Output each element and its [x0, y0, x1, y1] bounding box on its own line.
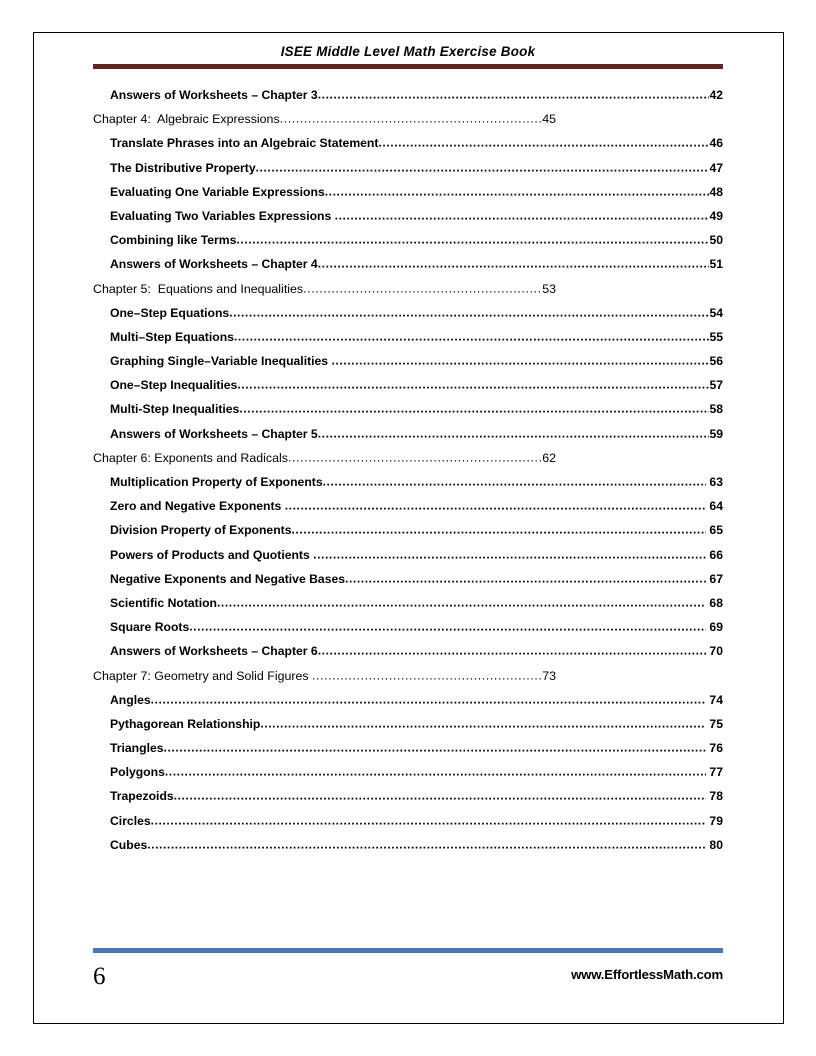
toc-dot-leader: [323, 475, 706, 489]
toc-entry-label: Square Roots: [110, 620, 190, 635]
toc-dot-leader: [288, 450, 542, 464]
toc-entry[interactable]: [93, 475, 723, 499]
toc-entry-label: Powers of Products and Quotients: [110, 547, 314, 562]
toc-dot-leader: [151, 813, 706, 827]
toc-dot-leader: [378, 136, 709, 150]
toc-entry-label: The Distributive Property: [110, 160, 256, 175]
footer-row: [93, 962, 723, 990]
toc-dot-leader: [318, 88, 710, 102]
toc-entry-page-number: 70: [706, 644, 723, 659]
toc-dot-leader: [285, 499, 706, 513]
toc-entry[interactable]: [93, 185, 723, 209]
toc-entry-page-number: 59: [709, 426, 723, 441]
table-of-contents: [93, 88, 723, 862]
toc-entry-page-number: 78: [706, 789, 723, 804]
toc-entry[interactable]: [93, 161, 723, 185]
toc-dot-leader: [147, 837, 706, 851]
toc-dot-leader: [345, 571, 706, 585]
toc-dot-leader: [331, 354, 709, 368]
toc-entry-page-number: 67: [706, 571, 723, 586]
toc-dot-leader: [318, 644, 706, 658]
toc-entry[interactable]: [93, 282, 723, 306]
toc-entry-label: Chapter 5: Equations and Inequalities: [93, 281, 304, 296]
book-title: ISEE Middle Level Math Exercise Book: [280, 44, 536, 59]
toc-entry-page-number: 68: [706, 595, 723, 610]
toc-entry-label: Zero and Negative Exponents: [110, 499, 285, 514]
toc-dot-leader: [229, 305, 709, 319]
toc-entry-label: Answers of Worksheets – Chapter 5: [110, 426, 318, 441]
toc-entry[interactable]: [93, 838, 723, 862]
toc-entry-label: Multiplication Property of Exponents: [110, 475, 323, 489]
toc-entry-label: Scientific Notation: [110, 595, 217, 610]
toc-entry-label: Chapter 4: Algebraic Expressions: [93, 112, 280, 127]
toc-entry[interactable]: [93, 427, 723, 451]
toc-entry[interactable]: [93, 354, 723, 378]
toc-dot-leader: [239, 402, 709, 416]
toc-dot-leader: [260, 716, 706, 730]
toc-entry[interactable]: [93, 789, 723, 813]
toc-entry[interactable]: [93, 233, 723, 257]
toc-dot-leader: [234, 329, 710, 343]
toc-dot-leader: [165, 765, 706, 779]
toc-entry-label: Cubes: [110, 837, 148, 852]
toc-entry-page-number: 51: [709, 257, 723, 272]
toc-entry-label: Answers of Worksheets – Chapter 6: [110, 644, 318, 659]
toc-entry[interactable]: [93, 402, 723, 426]
toc-entry-page-number: 79: [706, 813, 723, 828]
toc-entry-page-number: 42: [709, 88, 723, 102]
toc-entry[interactable]: [93, 209, 723, 233]
page-header: [93, 44, 723, 69]
toc-entry-label: Answers of Worksheets – Chapter 3: [110, 88, 318, 102]
toc-entry-page-number: 55: [709, 329, 723, 344]
header-rule: [93, 64, 723, 69]
toc-entry-page-number: 77: [706, 765, 723, 780]
toc-entry-page-number: 54: [709, 305, 723, 320]
toc-dot-leader: [325, 184, 710, 198]
toc-entry-label: Graphing Single–Variable Inequalities: [110, 354, 332, 369]
toc-entry-page-number: 66: [706, 547, 723, 562]
toc-entry-label: One–Step Inequalities: [110, 378, 238, 393]
toc-dot-leader: [236, 233, 709, 247]
toc-entry-page-number: 73: [542, 668, 556, 683]
toc-entry[interactable]: [93, 257, 723, 281]
page-footer: [93, 948, 723, 990]
toc-entry[interactable]: [93, 717, 723, 741]
toc-entry-label: Combining like Terms: [110, 233, 237, 248]
footer-page-number: 6: [93, 962, 106, 990]
toc-entry-label: Trapezoids: [110, 789, 174, 804]
toc-entry[interactable]: [93, 669, 723, 693]
toc-entry-page-number: 48: [709, 184, 723, 199]
toc-entry-label: Polygons: [110, 765, 165, 780]
toc-entry-page-number: 58: [709, 402, 723, 417]
toc-entry[interactable]: [93, 572, 723, 596]
toc-dot-leader: [335, 208, 710, 222]
toc-dot-leader: [174, 789, 706, 803]
footer-rule: [93, 948, 723, 953]
toc-entry-page-number: 53: [542, 281, 556, 296]
toc-entry-page-number: 62: [542, 450, 556, 465]
toc-dot-leader: [312, 668, 542, 682]
toc-entry[interactable]: [93, 330, 723, 354]
toc-entry-page-number: 76: [706, 741, 723, 756]
page-content: [93, 44, 723, 862]
toc-dot-leader: [318, 426, 710, 440]
toc-entry-page-number: 80: [706, 837, 723, 852]
toc-entry-label: One–Step Equations: [110, 305, 230, 320]
toc-entry[interactable]: [93, 523, 723, 547]
toc-dot-leader: [313, 547, 706, 561]
toc-entry-page-number: 56: [709, 354, 723, 369]
toc-entry-page-number: 49: [709, 208, 723, 223]
toc-entry-label: Multi-Step Inequalities: [110, 402, 240, 417]
toc-entry-label: Evaluating Two Variables Expressions: [110, 208, 335, 223]
toc-entry-page-number: 50: [709, 233, 723, 248]
toc-dot-leader: [303, 281, 542, 295]
toc-entry-page-number: 47: [709, 160, 723, 175]
toc-dot-leader: [217, 595, 706, 609]
toc-entry-label: Translate Phrases into an Algebraic Statement: [110, 136, 379, 151]
toc-entry[interactable]: [93, 306, 723, 330]
toc-entry-label: Angles: [110, 692, 151, 707]
toc-dot-leader: [256, 160, 710, 174]
toc-entry-page-number: 57: [709, 378, 723, 393]
toc-dot-leader: [151, 692, 706, 706]
toc-entry-page-number: 74: [706, 692, 723, 707]
toc-entry[interactable]: [93, 644, 723, 668]
toc-entry-page-number: 64: [706, 499, 723, 514]
toc-entry-page-number: 46: [709, 136, 723, 151]
toc-entry-label: Chapter 6: Exponents and Radicals: [93, 450, 288, 465]
toc-entry-label: Circles: [110, 813, 151, 828]
toc-entry[interactable]: [93, 548, 723, 572]
toc-entry[interactable]: [93, 451, 723, 475]
toc-entry-label: Evaluating One Variable Expressions: [110, 184, 325, 199]
toc-dot-leader: [189, 620, 706, 634]
toc-entry-page-number: 75: [706, 716, 723, 731]
toc-entry-label: Division Property of Exponents: [110, 523, 292, 538]
toc-entry[interactable]: [93, 499, 723, 523]
toc-entry[interactable]: [93, 765, 723, 789]
toc-entry[interactable]: [93, 693, 723, 717]
toc-dot-leader: [318, 257, 710, 271]
toc-entry-label: Chapter 7: Geometry and Solid Figures: [93, 668, 313, 683]
toc-entry-page-number: 65: [706, 523, 723, 538]
toc-entry-label: Pythagorean Relationship: [110, 716, 261, 731]
toc-entry[interactable]: [93, 741, 723, 765]
toc-entry[interactable]: [93, 596, 723, 620]
toc-entry-label: Triangles: [110, 741, 164, 756]
toc-entry-label: Answers of Worksheets – Chapter 4: [110, 257, 318, 272]
toc-entry[interactable]: [93, 378, 723, 402]
toc-entry-page-number: 63: [706, 475, 723, 489]
toc-entry[interactable]: [93, 88, 723, 112]
toc-entry[interactable]: [93, 136, 723, 160]
toc-entry-label: Negative Exponents and Negative Bases: [110, 571, 346, 586]
toc-entry[interactable]: [93, 112, 723, 136]
toc-entry-page-number: 69: [706, 620, 723, 635]
toc-entry-page-number: 45: [542, 112, 556, 127]
toc-dot-leader: [292, 523, 707, 537]
toc-dot-leader: [280, 112, 543, 126]
toc-entry-label: Multi–Step Equations: [110, 329, 234, 344]
toc-dot-leader: [164, 741, 707, 755]
toc-entry[interactable]: [93, 814, 723, 838]
footer-website: www.EffortlessMath.com: [571, 966, 723, 982]
toc-dot-leader: [237, 378, 709, 392]
toc-entry[interactable]: [93, 620, 723, 644]
